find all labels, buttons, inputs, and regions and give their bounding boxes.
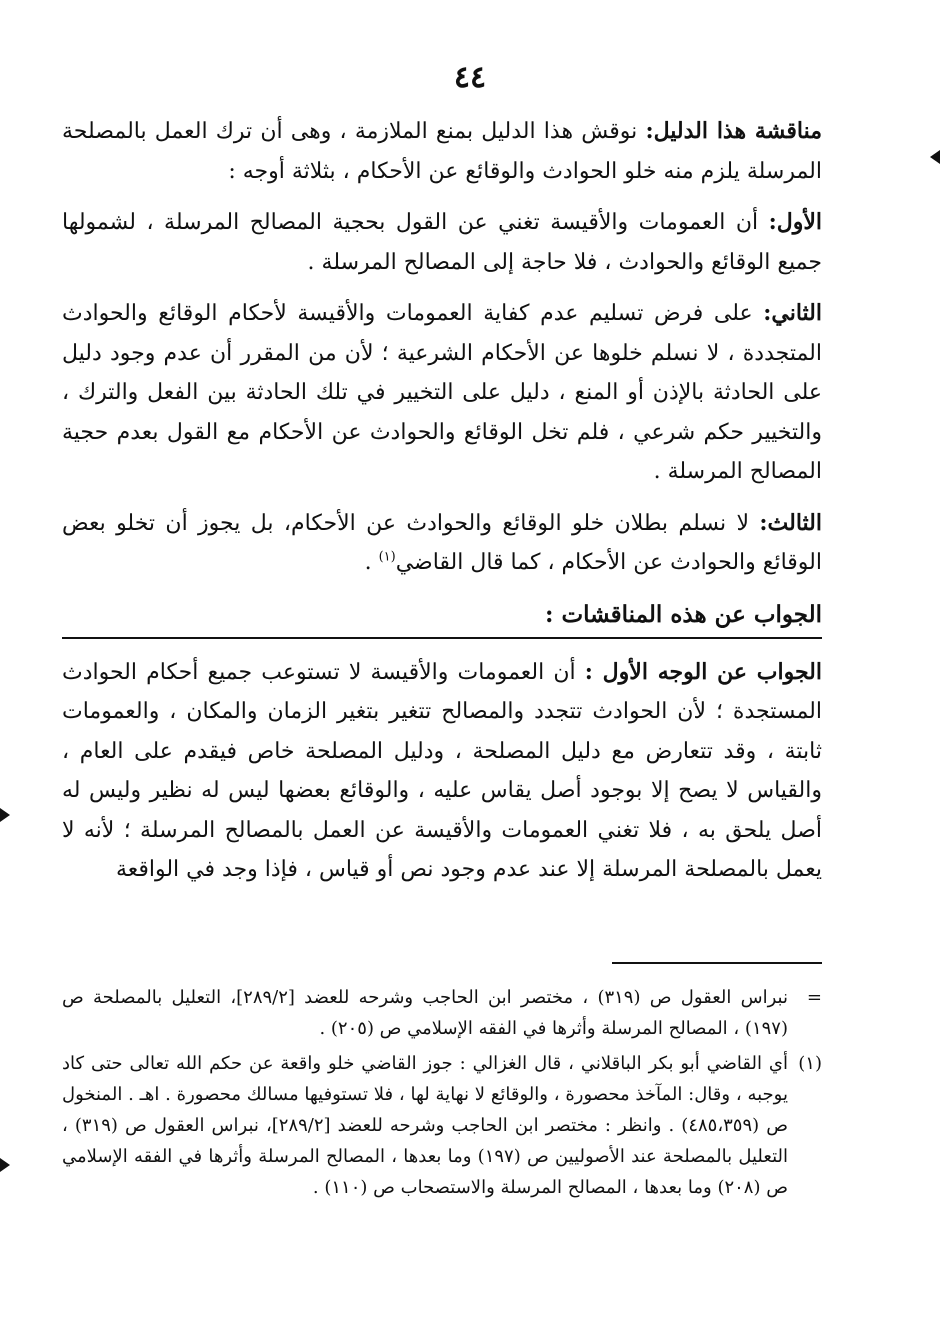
paragraph-lead: الأول: [768, 209, 822, 235]
paragraph-discussion [62, 112, 822, 191]
footnote-text: نبراس العقول ص (٣١٩) ، مختصر ابن الحاجب وشرحه للعضد [٢٨٩/٢]، التعليل بالمصلحة ص (١٩٧) ، المصالح المرسلة وأثرها في الفقه الإسلامي ص (٢٠٥) . [62, 987, 788, 1039]
paragraph-text: أن العمومات والأقيسة لا تستوعب جميع أحكام الحوادث المستجدة ؛ لأن الحوادث تتجدد والمصالح تتغير بتغير الزمان والمكان ، والعمومات ثابتة ، وقد تتعارض مع دليل المصلحة ، ودليل المصلحة خاص فيقدم على العام ، والقياس لا يصح إلا بوجود أصل يقاس عليه ، والوقائع بعضها ليس له نظير وليس له أصل يلحق به ، فلا تغني العمومات والأقيسة عن العمل بالمصالح المرسلة ؛ لأنه لا يعمل بالمصلحة المرسلة إلا عند عدم وجود نص أو قياس ، فإذا وجد في الواقعة [62, 659, 822, 882]
footnote-continuation [62, 982, 822, 1044]
heading-underline [62, 637, 822, 639]
scan-edge-mark [930, 150, 940, 164]
footnotes [62, 982, 822, 1207]
paragraph-third [62, 504, 822, 583]
paragraph-text: على فرض تسليم عدم كفاية العمومات والأقيسة لأحكام الوقائع والحوادث المتجددة ، لا نسلم خلوها عن الأحكام الشرعية ؛ لأن من المقرر أن عدم وجود دليل على الحادثة بالإذن أو المنع ، دليل على التخيير في تلك الحادثة بين الفعل والترك ، والتخيير حكم شرعي ، فلم تخل الوقائع والحوادث عن الأحكام مع القول بعدم حجية المصالح المرسلة . [62, 301, 822, 484]
paragraph-lead: الثاني: [763, 300, 822, 326]
scan-edge-mark [0, 808, 10, 822]
footnote-1 [62, 1048, 822, 1203]
page-number: ٤٤ [453, 60, 487, 95]
footnote-marker: = [806, 987, 822, 1008]
footnote-marker: (١) [798, 1053, 822, 1074]
scan-edge-mark [0, 1158, 10, 1172]
paragraph-first [62, 203, 822, 282]
paragraph-lead: مناقشة هذا الدليل: [645, 118, 822, 144]
main-text [62, 112, 822, 902]
section-heading: الجواب عن هذه المناقشات : [545, 600, 822, 628]
paragraph-second [62, 294, 822, 492]
paragraph-answer [62, 653, 822, 890]
paragraph-text: نوقش هذا الدليل بمنع الملازمة ، وهى أن ترك العمل بالمصلحة المرسلة يلزم منه خلو الحوادث والوقائع عن الأحكام ، بثلاثة أوجه : [62, 119, 822, 184]
paragraph-tail: . [364, 550, 379, 575]
footnote-separator [612, 962, 822, 964]
footnote-reference[interactable]: (١) [378, 549, 396, 565]
paragraph-text: لا نسلم بطلان خلو الوقائع والحوادث عن الأحكام، بل يجوز أن تخلو بعض الوقائع والحوادث عن الأحكام ، كما قال القاضي [62, 510, 822, 575]
paragraph-text: أن العمومات والأقيسة تغني عن القول بحجية المصالح المرسلة ، لشمولها جميع الوقائع والحوادث ، فلا حاجة إلى المصالح المرسلة . [62, 210, 822, 275]
footnote-text: أي القاضي أبو بكر الباقلاني ، قال الغزالي : جوز القاضي خلو واقعة عن حكم الله تعالى حتى كاد يوجبه ، وقال: المآخذ محصورة ، والوقائع لا نهاية لها ، فلا تستوفيها مسالك محصورة . اهـ . المنخول ص (٤٨٥،٣٥٩) . وانظر : مختصر ابن الحاجب وشرحه للعضد [٢٨٩/٢]، نبراس العقول ص (٣١٩) ، التعليل بالمصلحة عند الأصوليين ص (١٩٧) وما بعدها ، المصالح المرسلة وأثرها في الفقه الإسلامي ص (٢٠٨) وما بعدها ، المصالح المرسلة والاستصحاب ص (١١٠) . [62, 1053, 788, 1198]
paragraph-lead: الجواب عن الوجه الأول : [584, 658, 822, 685]
paragraph-lead: الثالث: [759, 509, 822, 536]
